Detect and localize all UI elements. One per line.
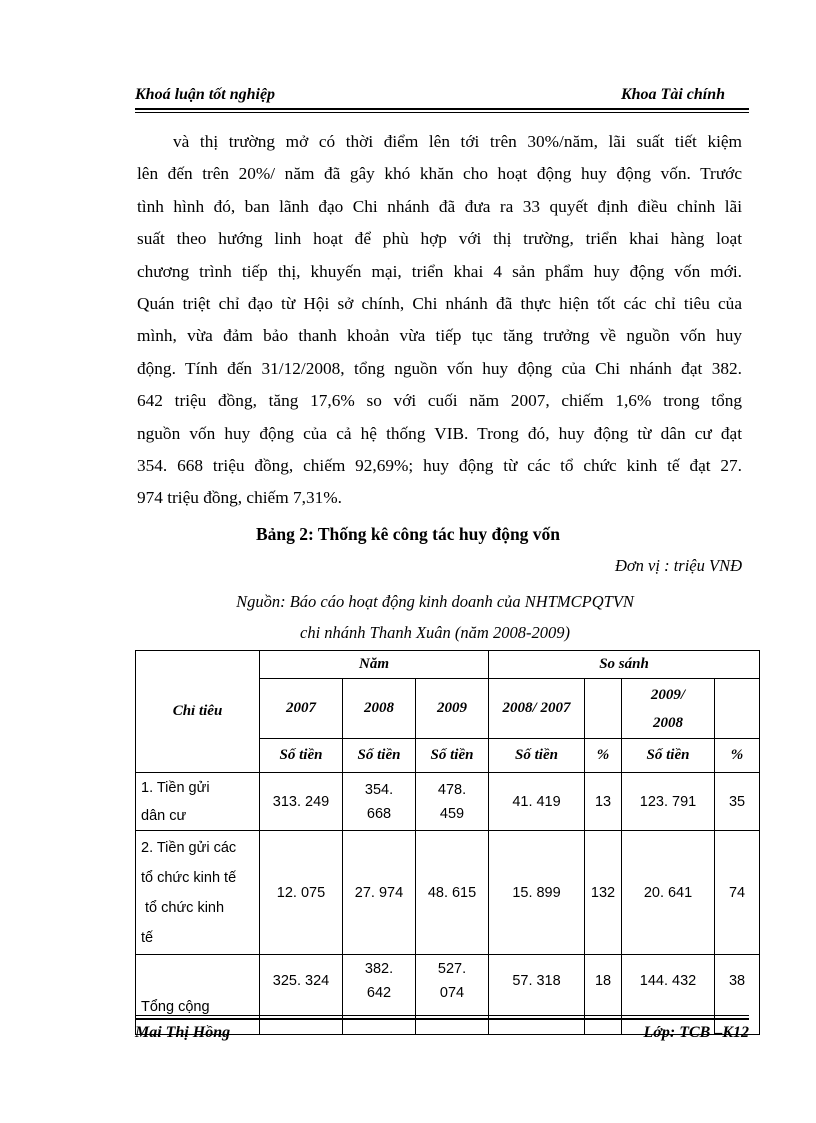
footer-rule-thin [135, 1015, 749, 1016]
source-line: chi nhánh Thanh Xuân (năm 2008-2009) [300, 623, 570, 642]
header-year-2008: 2008 [343, 679, 416, 739]
header-rule-thin [135, 112, 749, 113]
cell-part: 527. [437, 961, 467, 977]
cell-2007: 12. 075 [260, 831, 343, 955]
header-2008-vs-2007: 2008/ 2007 [489, 679, 585, 739]
row-label-line: 1. Tiền gửi [141, 779, 210, 796]
cell-part: 478. [437, 781, 467, 798]
header-empty [715, 679, 760, 739]
paragraph-line: suất theo hướng linh hoạt để phù hợp với thị trường, triển khai hàng loạt [137, 229, 742, 249]
cell-part: 354. [364, 781, 394, 798]
cell-2009 [416, 773, 489, 831]
header-nam: Năm [260, 651, 489, 679]
header-sotien: Số tiền [622, 739, 715, 773]
cell-part: 459 [439, 805, 465, 822]
cell-2009-2008-amount: 123. 791 [622, 773, 715, 831]
header-thesis-title: Khoá luận tốt nghiệp [135, 86, 276, 103]
table-container [135, 650, 760, 1015]
header-2009-vs-2008-line2: 2008 [653, 714, 684, 731]
paragraph-line: mình, vừa đảm bảo thanh khoản vừa tiếp tục tăng trưởng về nguồn vốn huy [137, 326, 742, 346]
cell-2009-2008-amount [622, 955, 715, 1035]
paragraph-line: chương trình tiếp thị, khuyến mại, triển khai 4 sản phẩm huy động vốn mới. [137, 261, 742, 281]
header-sotien: Số tiền [489, 739, 585, 773]
table-row [136, 773, 760, 831]
cell-2009-2008-amount: 20. 641 [622, 831, 715, 955]
cell-2008 [343, 955, 416, 1035]
cell-2008: 27. 974 [343, 831, 416, 955]
cell-2008-2007-amount [489, 955, 585, 1035]
table-row [136, 955, 760, 1035]
cell-value: 18 [594, 972, 612, 989]
header-chitieu: Chỉ tiêu [136, 651, 260, 773]
row-label-line: dân cư [141, 807, 187, 824]
header-rule-thick [135, 108, 749, 110]
row-label-line: Tổng cộng [141, 998, 210, 1015]
row-label [136, 955, 260, 1035]
page-header [135, 86, 725, 108]
cell-part: 074 [439, 985, 465, 1001]
header-sosanh: So sánh [489, 651, 760, 679]
cell-2009-2008-percent [715, 955, 760, 1035]
header-percent: % [585, 739, 622, 773]
paragraph-line: 642 triệu đồng, tăng 17,6% so với cuối năm 2007, chiếm 1,6% trong tổng [137, 391, 742, 411]
row-label-line: 2. Tiền gửi các [141, 839, 237, 856]
source-note [170, 586, 700, 648]
cell-2009-2008-percent: 35 [715, 773, 760, 831]
header-2009-vs-2008-line1: 2009/ [650, 686, 686, 703]
table-row [136, 831, 760, 955]
cell-value: 38 [728, 972, 746, 989]
cell-part: 668 [366, 805, 392, 822]
row-label-line: tổ chức kinh tế [141, 869, 237, 886]
cell-2008-2007-percent: 13 [585, 773, 622, 831]
cell-2008-2007-amount: 15. 899 [489, 831, 585, 955]
footer-class: Lớp: TCB –K12 [643, 1024, 749, 1041]
row-label-line: tổ chức kinh [141, 899, 225, 916]
row-label-line: tế [141, 929, 154, 946]
cell-part: 642 [366, 985, 392, 1001]
unit-note: Đơn vị : triệu VNĐ [614, 556, 742, 575]
header-sotien: Số tiền [343, 739, 416, 773]
header-sotien: Số tiền [260, 739, 343, 773]
header-percent: % [715, 739, 760, 773]
cell-part: 382. [364, 961, 394, 977]
cell-2008-2007-percent [585, 955, 622, 1035]
header-year-2007: 2007 [260, 679, 343, 739]
header-2009-vs-2008 [622, 679, 715, 739]
cell-value: 57. 318 [512, 972, 561, 989]
header-faculty: Khoa Tài chính [620, 86, 725, 103]
paragraph-line: tình hình đó, ban lãnh đạo Chi nhánh đã đưa ra 33 quyết định điều chỉnh lãi [137, 196, 742, 216]
capital-mobilization-table [135, 650, 760, 1035]
cell-2008-2007-amount: 41. 419 [489, 773, 585, 831]
cell-2007 [260, 955, 343, 1035]
row-label [136, 773, 260, 831]
footer-rule-thick [135, 1018, 749, 1020]
cell-2009 [416, 955, 489, 1035]
page-footer [135, 1024, 749, 1046]
header-empty [585, 679, 622, 739]
paragraph-line: Quán triệt chỉ đạo từ Hội sở chính, Chi nhánh đã thực hiện tốt các chỉ tiêu của [137, 294, 742, 314]
cell-2008-2007-percent: 132 [585, 831, 622, 955]
header-sotien: Số tiền [416, 739, 489, 773]
table-caption: Bảng 2: Thống kê công tác huy động vốn [255, 524, 561, 544]
cell-2007: 313. 249 [260, 773, 343, 831]
paragraph-line: 354. 668 triệu đồng, chiếm 92,69%; huy động từ các tổ chức kinh tế đạt 27. [137, 456, 742, 476]
body-paragraph [137, 126, 742, 515]
paragraph-line: 974 triệu đồng, chiếm 7,31%. [137, 488, 342, 508]
cell-2008 [343, 773, 416, 831]
paragraph-line: nguồn vốn huy động của cả hệ thống VIB. Trong đó, huy động từ dân cư đạt [137, 423, 742, 443]
cell-value: 325. 324 [272, 972, 330, 989]
header-year-2009: 2009 [416, 679, 489, 739]
cell-2009: 48. 615 [416, 831, 489, 955]
cell-value: 144. 432 [639, 972, 697, 989]
paragraph-line: lên đến trên 20%/ năm đã gây khó khăn cho hoạt động huy động vốn. Trước [137, 164, 742, 184]
row-label [136, 831, 260, 955]
paragraph-line: và thị trường mở có thời điểm lên tới trên 30%/năm, lãi suất tiết kiệm [173, 132, 742, 151]
paragraph-line: động. Tính đến 31/12/2008, tổng nguồn vốn huy động của Chi nhánh đạt 382. [137, 358, 742, 378]
source-line: Nguồn: Báo cáo hoạt động kinh doanh của NHTMCPQTVN [236, 592, 634, 611]
cell-2009-2008-percent: 74 [715, 831, 760, 955]
footer-author: Mai Thị Hồng [135, 1024, 231, 1041]
